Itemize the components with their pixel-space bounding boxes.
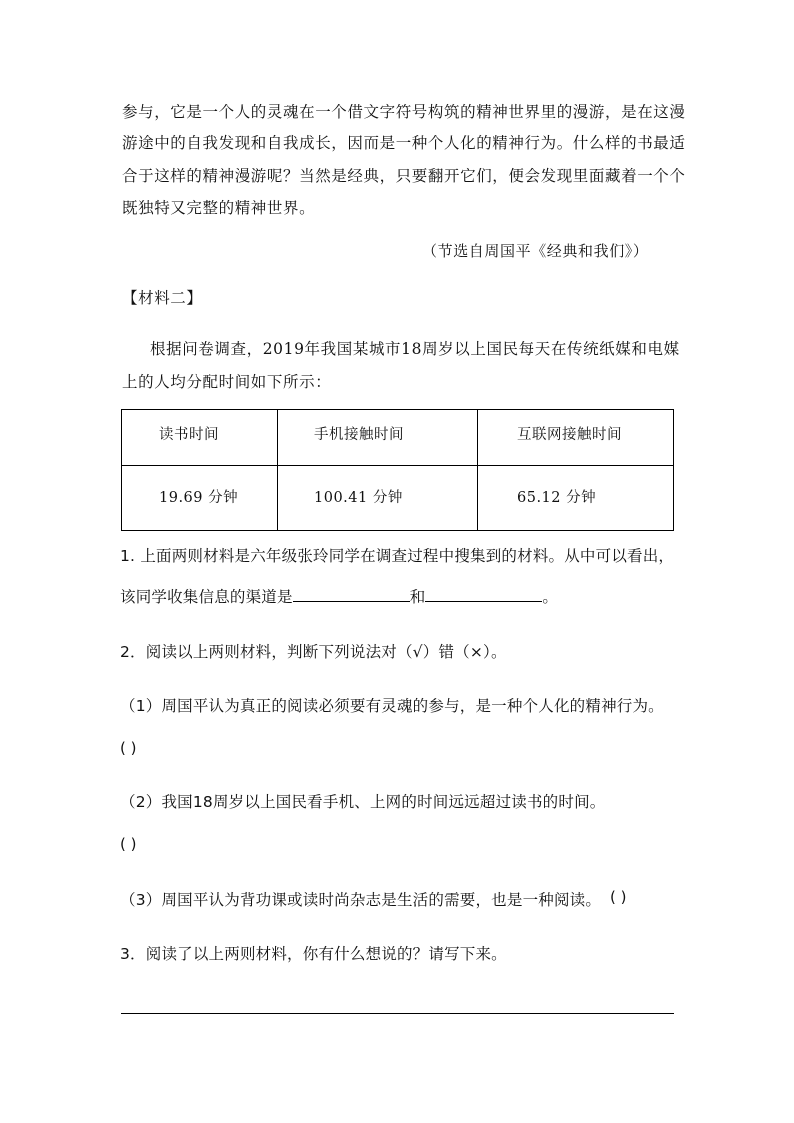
question-1-line-2	[120, 585, 558, 607]
question-2-item-1: （1）周国平认为真正的阅读必须要有灵魂的参与，是一种个人化的精神行为。	[120, 697, 664, 715]
table-cell	[122, 466, 278, 531]
question-2: 2．阅读以上两则材料，判断下列说法对（√）错（×）。	[120, 643, 507, 661]
header-phone-time: 手机接触时间	[314, 427, 404, 443]
material2-intro-line-1: 根据问卷调查，2019年我国某城市18周岁以上国民每天在传统纸媒和电媒	[150, 340, 680, 358]
question-1-prefix: 该同学收集信息的渠道是	[120, 588, 293, 606]
passage-line-1: 参与，它是一个人的灵魂在一个借文字符号构筑的精神世界里的漫游，是在这漫	[122, 103, 686, 121]
passage-source: （节选自周国平《经典和我们》）	[422, 242, 649, 260]
question-1-and: 和	[409, 588, 426, 606]
material2-intro-line-2: 上的人均分配时间如下所示：	[122, 373, 332, 391]
table-header-cell	[122, 410, 278, 466]
passage-line-2: 游途中的自我发现和自我成长，因而是一种个人化的精神行为。什么样的书最适	[122, 134, 686, 152]
table-cell	[478, 466, 674, 531]
passage-line-3: 合于这样的精神漫游呢？当然是经典，只要翻开它们，便会发现里面藏着一个个	[122, 167, 686, 185]
answer-bracket-1[interactable]: ( )	[120, 739, 137, 757]
answer-bracket-2[interactable]: ( )	[120, 835, 137, 853]
value-phone-time: 100.41 分钟	[314, 490, 403, 506]
answer-line[interactable]	[121, 1013, 674, 1014]
header-reading-time: 读书时间	[159, 427, 219, 443]
time-table	[121, 409, 674, 531]
value-internet-time: 65.12 分钟	[517, 490, 597, 506]
question-3: 3．阅读了以上两则材料，你有什么想说的？请写下来。	[120, 945, 507, 963]
table-header-cell	[278, 410, 478, 466]
question-1-end: 。	[542, 588, 559, 606]
question-1-line-1: 1. 上面两则材料是六年级张玲同学在调查过程中搜集到的材料。从中可以看出，	[120, 547, 675, 565]
channel-blank-1[interactable]	[293, 585, 410, 602]
material2-heading: 【材料二】	[122, 289, 203, 307]
answer-bracket-3[interactable]: ( )	[610, 888, 627, 906]
channel-blank-2[interactable]	[425, 585, 542, 602]
header-internet-time: 互联网接触时间	[517, 427, 622, 443]
passage-line-4: 既独特又完整的精神世界。	[122, 199, 316, 217]
table-header-row	[122, 410, 674, 466]
question-2-item-3: （3）周国平认为背功课或读时尚杂志是生活的需要，也是一种阅读。	[120, 891, 602, 909]
table-header-cell	[478, 410, 674, 466]
question-2-item-2: （2）我国18周岁以上国民看手机、上网的时间远远超过读书的时间。	[120, 793, 606, 811]
table-cell	[278, 466, 478, 531]
table-row	[122, 466, 674, 531]
value-reading-time: 19.69 分钟	[159, 490, 239, 506]
